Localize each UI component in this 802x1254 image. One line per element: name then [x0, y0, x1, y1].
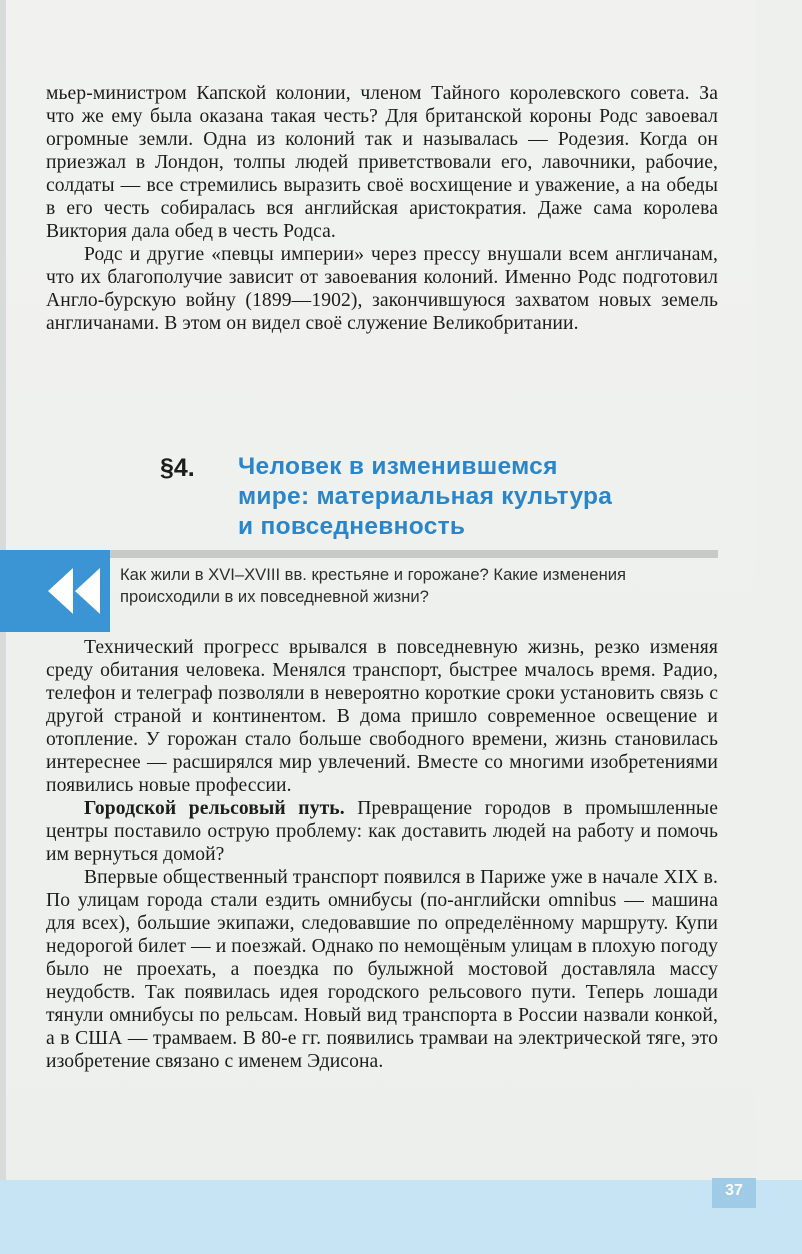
paragraph-continued: мьер-министром Капской колонии, членом Тайного королевского совета. За что же ему была оказана такая честь? Для британской короны Родс завоевал огромные земли. Одна из колоний так и называлась — Родезия. Когда он приезжал в Лондон, толпы людей приветствовали его, лавочники, рабочие, солдаты — все стремились выразить своё восхищение и уважение, а на обеды в его честь собиралась вся английская аристократия. Даже сама королева Виктория дала обед в честь Родса.: [46, 83, 718, 242]
page-number: 37: [725, 1182, 743, 1199]
recall-question-box: [0, 550, 718, 632]
paragraph-body: Технический прогресс врывался в повседневную жизнь, резко изменяя среду обитания человека. Менялся транспорт, быстрее мчалось время. Радио, телефон и телеграф позволяли в невероятно короткие сроки установить связь с другой страной и континентом. В дома пришло современное освещение и отопление. У горожан стало больше свободного времени, жизнь становилась интереснее — расширялся мир увлечений. Вместе со многими изобретениями появились новые профессии.: [46, 637, 718, 796]
section-title-line-1: Человек в изменившемся: [238, 453, 558, 480]
section-number: §4.: [160, 454, 195, 482]
paragraph-body: Превращение городов в промышленные центры поставило острую проблему: как доставить людей на работу и помочь им вернуться домой?: [46, 798, 718, 865]
section-title-line-3: и повседневность: [238, 513, 466, 540]
section-heading: [160, 452, 720, 542]
recall-question-text: Как жили в XVI–XVIII вв. крестьяне и горожане? Какие изменения происходили в их повседневной жизни?: [120, 565, 626, 606]
paragraph-technical-progress: [46, 636, 718, 797]
right-margin-strip: [756, 0, 802, 1254]
recall-icon-block: [0, 550, 110, 632]
recall-divider-bar: [110, 550, 718, 558]
paragraph-rail-path: [46, 797, 718, 866]
paragraph-omnibus: [46, 866, 718, 1073]
main-text-block: [46, 636, 718, 1073]
section-title: [238, 452, 612, 542]
subheading-rail-path: Городской рельсовый путь.: [84, 798, 345, 819]
paragraph-body: Впервые общественный транспорт появился в Париже уже в начале XIX в. По улицам города стали ездить омнибусы (по-английски omnibus — машина для всех), большие экипажи, следовавшие по определённому маршруту. Купи недорогой билет — и поезжай. Однако по немощёным улицам в плохую погоду было не проехать, а поездка по булыжной мостовой доставляла массу неудобств. Так появилась идея городского рельсового пути. Теперь лошади тянули омнибусы по рельсам. Новый вид транспорта в России назвали конкой, а в США — трамваем. В 80-е гг. появились трамваи на электрической тяге, это изобретение связано с именем Эдисона.: [46, 867, 718, 1072]
section-title-line-2: мире: материальная культура: [238, 483, 613, 510]
bottom-color-band: [0, 1180, 802, 1254]
rewind-icon: [46, 566, 102, 616]
paragraph-rhodes: Родс и другие «певцы империи» через прессу внушали всем англичанам, что их благополучие зависит от завоевания колоний. Именно Родс подготовил Англо-бурскую войну (1899—1902), закончившуюся захватом новых земель англичанами. В этом он видел своё служение Великобритании.: [46, 244, 718, 334]
top-text-block: [46, 82, 718, 335]
